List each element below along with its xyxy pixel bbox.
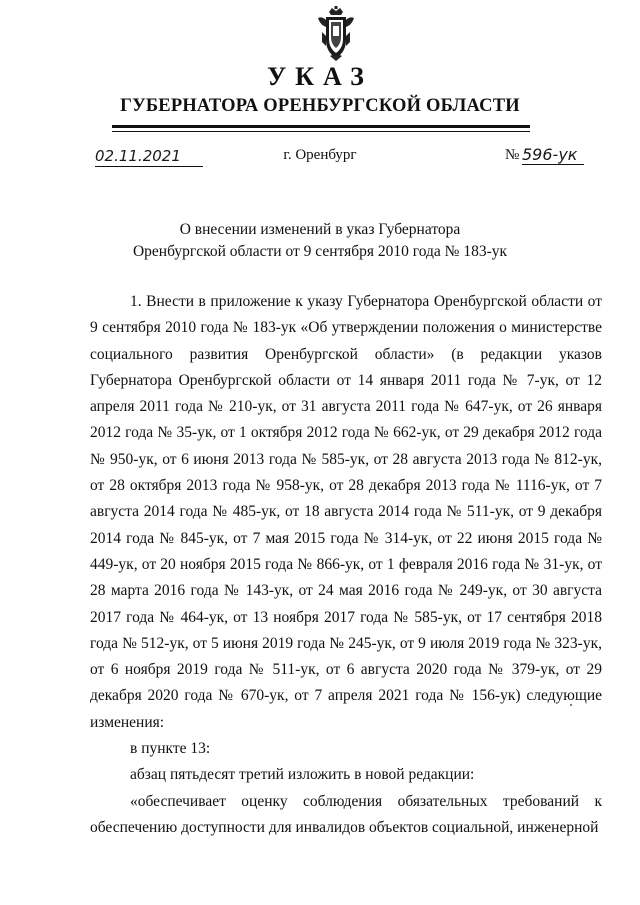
header-divider-thin (112, 131, 530, 132)
decree-title: УКАЗ (267, 62, 373, 91)
decree-number-label: № (505, 147, 520, 163)
decree-number: 596-ук (522, 145, 584, 165)
decree-body (90, 289, 602, 841)
decree-date: 02.11.2021 (95, 147, 203, 167)
body-item-1: в пункте 13: (130, 740, 211, 758)
decree-city: г. Оренбург (283, 147, 357, 163)
body-paragraph-1: 1. Внести в приложение к указу Губернатора Оренбургской области от 9 сентября 2010 года № 183-ук «Об утверждении положения о министерстве социального развития Оренбургской области» (в редакции указов Губернатора Оренбургской области от 14 января 2011 года № 7-ук, от 12 апреля 2011 года № 210-ук, от 31 августа 2011 года № 647-ук, от 26 января 2012 года № 35-ук, от 1 октября 2012 года № 662-ук, от 29 декабря 2012 года № 950-ук, от 6 июня 2013 года № 585-ук, от 28 августа 2013 года № 812-ук, от 28 октября 2013 года № 958-ук, от 28 декабря 2013 года № 1116-ук, от 7 августа 2014 года № 485-ук, от 18 августа 2014 года № 511-ук, от 9 декабря 2014 года № 845-ук, от 7 мая 2015 года № 314-ук, от 22 июня 2015 года № 449-ук, от 20 ноября 2015 года № 866-ук, от 1 февраля 2016 года № 31-ук, от 28 марта 2016 года № 143-ук, от 24 мая 2016 года № 249-ук, от 30 августа 2017 года № 464-ук, от 13 ноября 2017 года № 585-ук, от 17 сентября 2018 года № 512-ук, от 5 июня 2019 года № 245-ук, от 9 июля 2019 года № 323-ук, от 6 ноября 2019 года № 511-ук, от 6 августа 2020 года № 379-ук, от 29 декабря 2020 года № 670-ук, от 7 апреля 2021 года № 156-ук) следующие изменения: (90, 293, 602, 731)
heading-line-1: О внесении изменений в указ Губернатора (179, 221, 461, 238)
coat-of-arms-emblem (314, 6, 358, 62)
header-divider-thick (112, 125, 530, 128)
decree-heading (0, 219, 640, 263)
body-item-3: «обеспечивает оценку соблюдения обязательных требований к обеспечению доступности для инвалидов объектов социальной, инженерной (90, 792, 602, 836)
heading-line-2: Оренбургской области от 9 сентября 2010 года № 183-ук (132, 243, 508, 260)
scan-speck (570, 704, 572, 706)
body-item-2: абзац пятьдесят третий изложить в новой редакции: (130, 766, 475, 784)
decree-subtitle: ГУБЕРНАТОРА ОРЕНБУРГСКОЙ ОБЛАСТИ (120, 96, 520, 116)
